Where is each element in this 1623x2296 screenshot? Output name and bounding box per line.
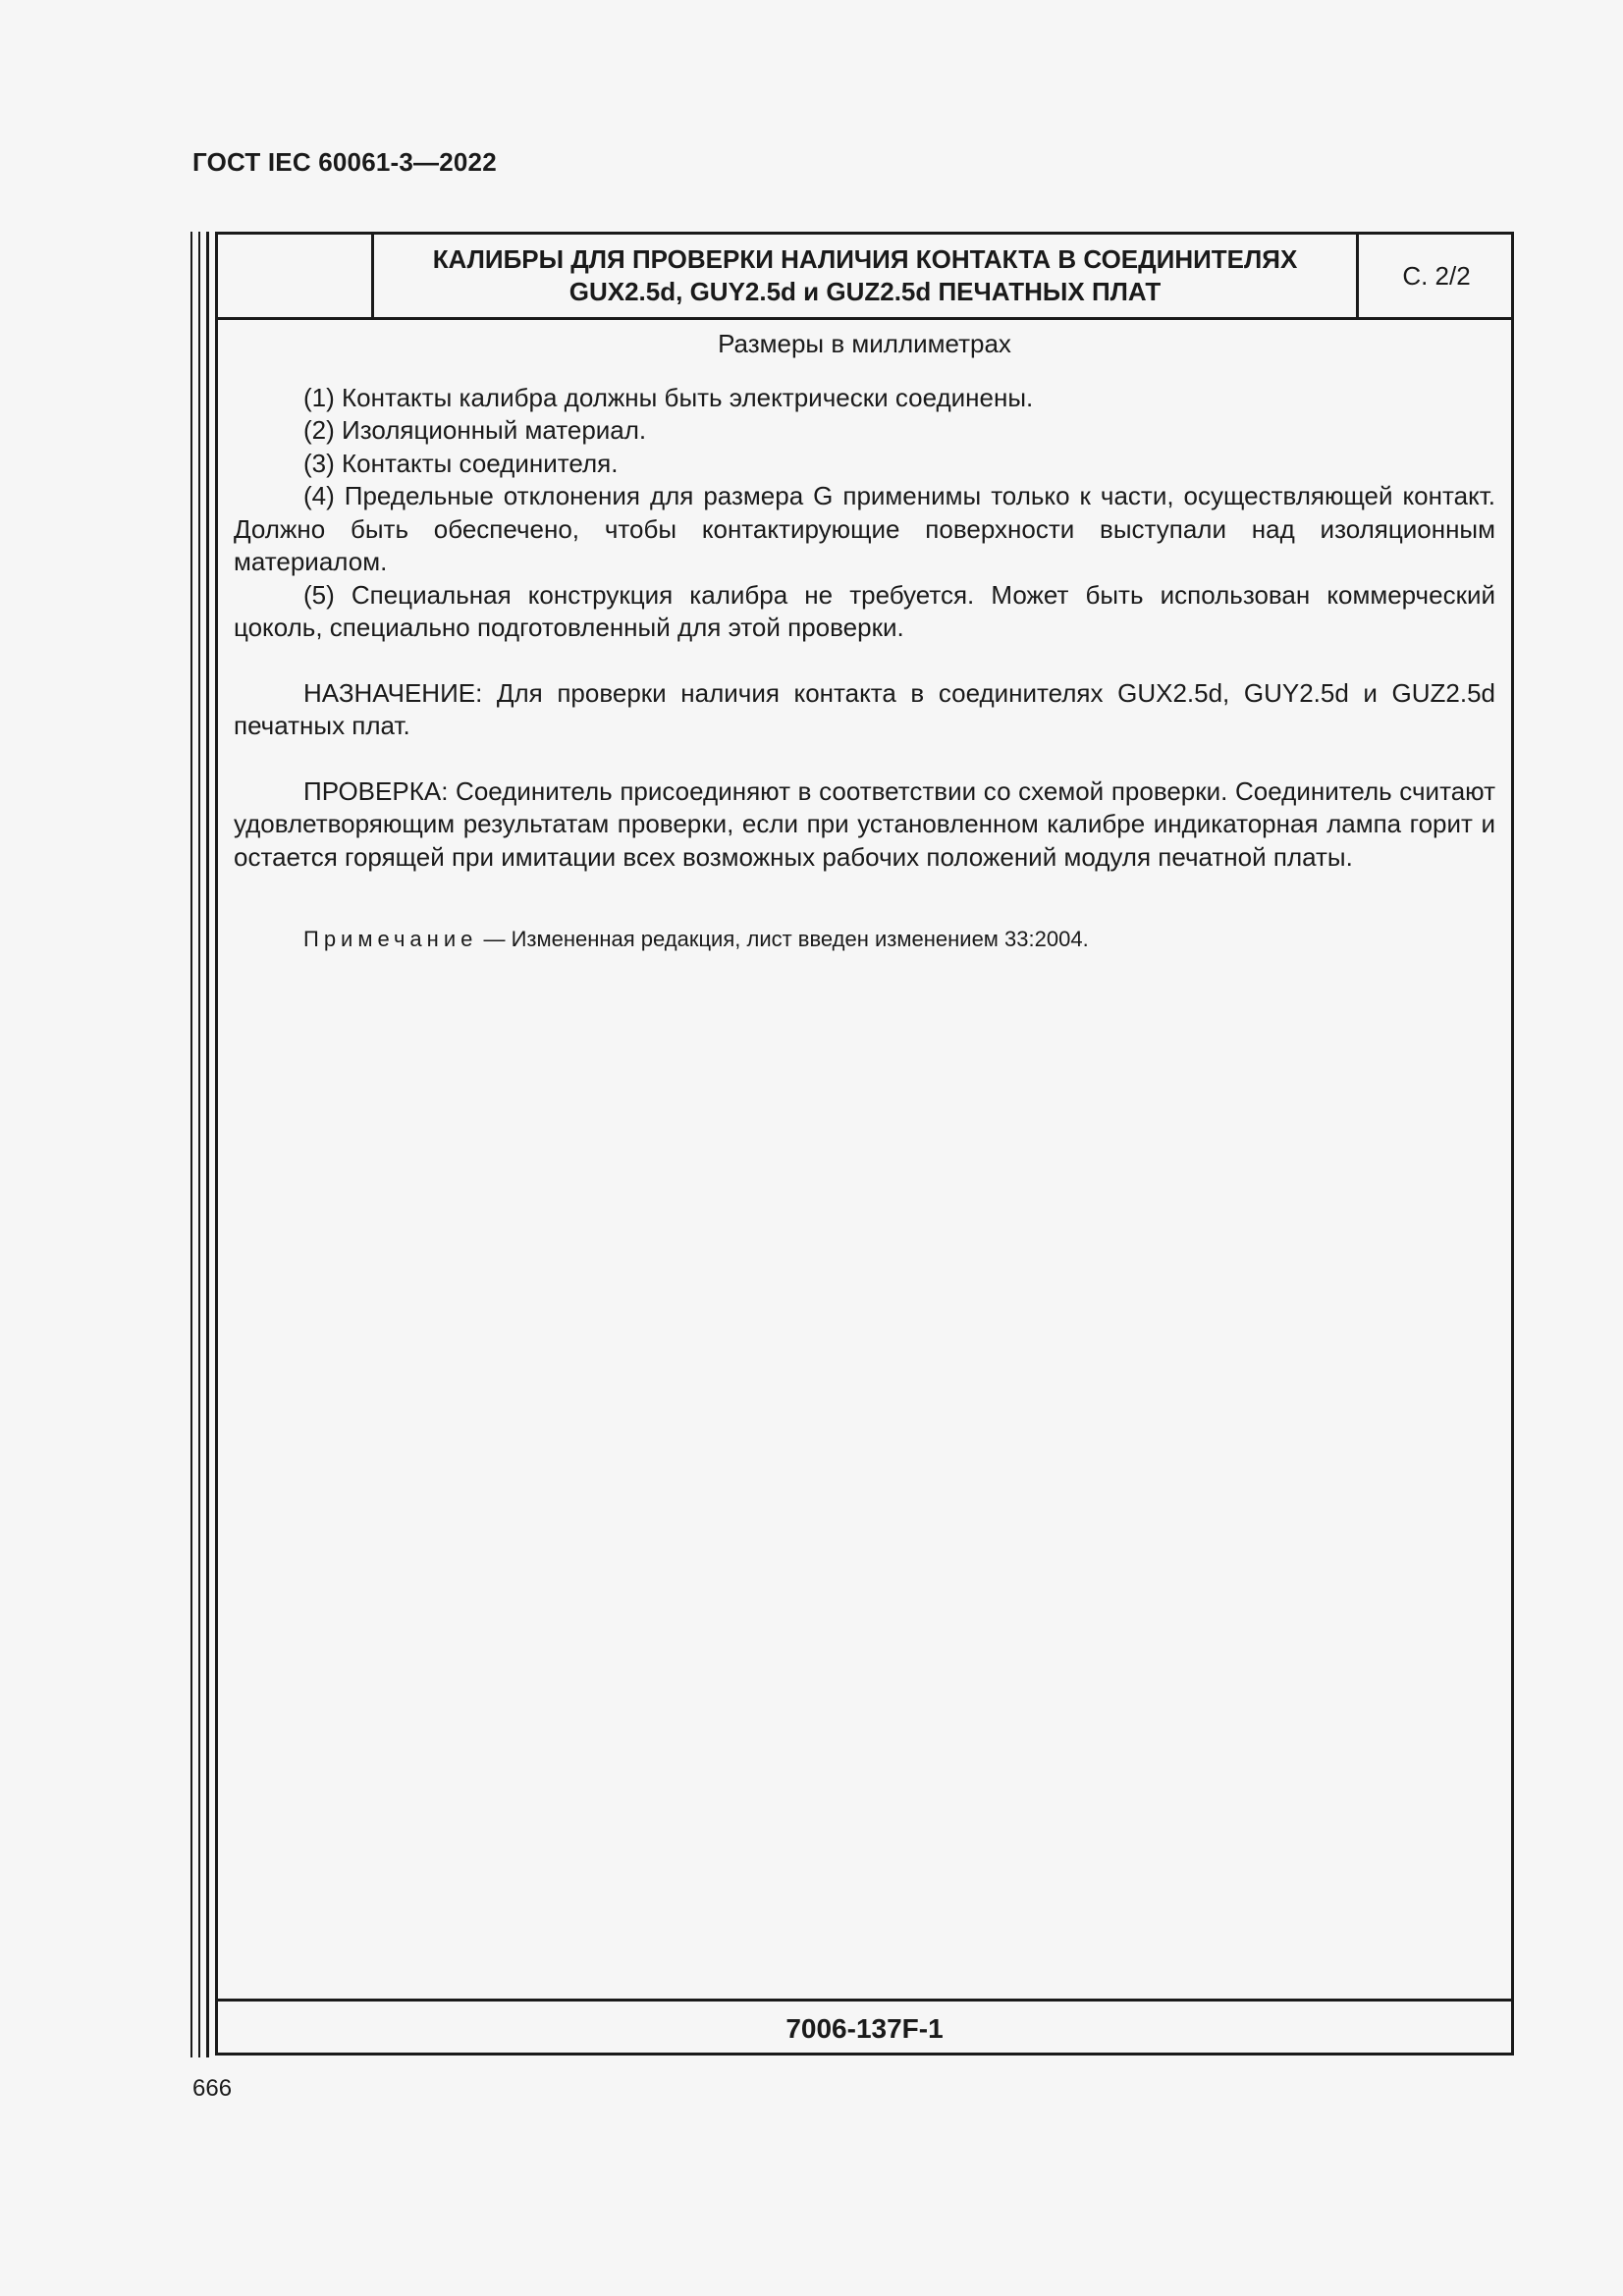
sheet-title-line1: КАЛИБРЫ ДЛЯ ПРОВЕРКИ НАЛИЧИЯ КОНТАКТА В СОЕДИНИТЕЛЯХ [432, 244, 1298, 274]
list-item: (5) Специальная конструкция калибра не требуется. Может быть использован коммерческий цоколь, специально подготовленный для этой проверки. [234, 579, 1495, 642]
list-item: (2) Изоляционный материал. [303, 415, 647, 445]
sheet-body [234, 320, 1495, 954]
document-code: 7006-137F-1 [218, 1999, 1511, 2056]
binding-line [190, 232, 192, 2057]
note-label: Примечание [303, 927, 478, 951]
binding-line [206, 232, 209, 2057]
note-text: — Измененная редакция, лист введен изменением 33:2004. [477, 927, 1089, 951]
purpose-paragraph: НАЗНАЧЕНИЕ: Для проверки наличия контакта в соединителях GUX2.5d, GUY2.5d и GUZ2.5d печатных плат. [234, 677, 1495, 740]
sheet-number: С. 2/2 [1356, 235, 1514, 317]
binding-line [198, 232, 200, 2057]
standard-header: ГОСТ IEC 60061-3—2022 [192, 147, 497, 177]
check-paragraph: ПРОВЕРКА: Соединитель присоединяют в соответствии со схемой проверки. Соединитель считают удовлетворяющим результатам проверки, если при установленном калибре индикаторная лампа горит и остается горящей при имитации всех возможных рабочих положений модуля печатной платы. [234, 775, 1495, 872]
title-block [218, 235, 1511, 320]
page-number: 666 [192, 2075, 233, 2102]
sheet-title-line2: GUX2.5d, GUY2.5d и GUZ2.5d ПЕЧАТНЫХ ПЛАТ [568, 277, 1162, 306]
list-item: (1) Контакты калибра должны быть электрически соединены. [303, 382, 1034, 412]
dimensions-note: Размеры в миллиметрах [718, 329, 1011, 358]
sheet-frame [215, 232, 1514, 2056]
list-item: (3) Контакты соединителя. [303, 448, 619, 478]
note [234, 925, 1495, 954]
title-block-empty-cell [218, 235, 374, 317]
sheet-title [374, 235, 1356, 317]
list-item: (4) Предельные отклонения для размера G применимы только к части, осуществляющей контакт. Должно быть обеспечено, чтобы контактирующие поверхности выступали над изоляционным материалом. [234, 481, 1495, 576]
